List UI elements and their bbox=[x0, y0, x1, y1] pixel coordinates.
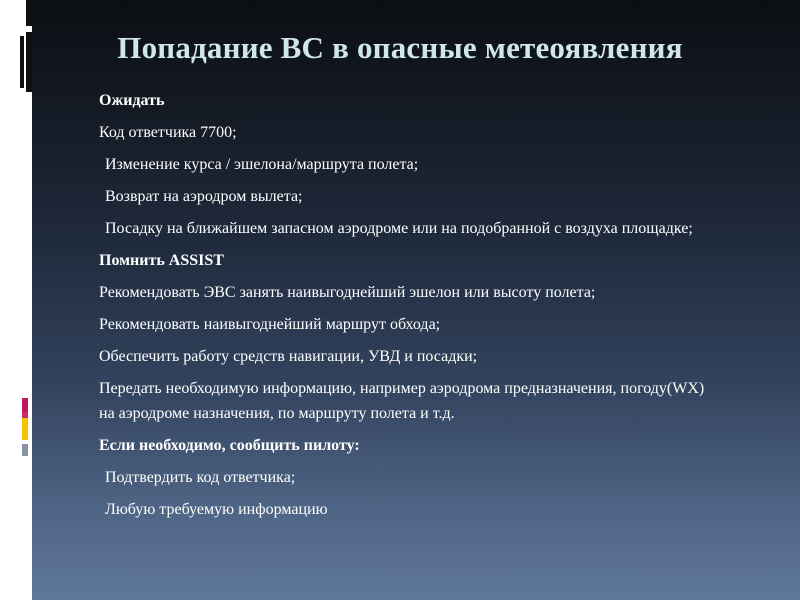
slide-title: Попадание ВС в опасные метеоявления bbox=[117, 30, 683, 65]
slide-content bbox=[99, 88, 739, 529]
list-item: Любую требуемую информацию bbox=[105, 501, 328, 518]
list-item: Обеспечить работу средств навигации, УВД и посадки; bbox=[99, 348, 478, 365]
section-heading-inform-pilot: Если необходимо, сообщить пилоту: bbox=[99, 437, 360, 454]
list-item: Передать необходимую информацию, например аэродрома предназначения, погоду(WX) на аэродроме назначения, по маршруту полета и т.д. bbox=[99, 380, 705, 422]
section-heading-assist: Помнить ASSIST bbox=[99, 252, 224, 269]
list-item: Возврат на аэродром вылета; bbox=[105, 188, 303, 205]
list-item: Изменение курса / эшелона/маршрута полета; bbox=[105, 156, 419, 173]
deco-bar-black-low bbox=[20, 36, 24, 88]
list-item: Код ответчика 7700; bbox=[99, 124, 237, 141]
list-item: Рекомендовать ЭВС занять наивыгоднейший эшелон или высоту полета; bbox=[99, 284, 596, 301]
deco-bar-yellow bbox=[22, 418, 28, 440]
left-decoration bbox=[0, 0, 32, 600]
section-heading-expect: Ожидать bbox=[99, 92, 165, 109]
deco-bar-gray bbox=[22, 444, 28, 456]
list-item: Рекомендовать наивыгоднейший маршрут обхода; bbox=[99, 316, 441, 333]
list-item: Посадку на ближайшем запасном аэродроме или на подобранной с воздуха площадке; bbox=[105, 220, 693, 237]
list-item: Подтвердить код ответчика; bbox=[105, 469, 296, 486]
deco-bar-pink-2 bbox=[22, 404, 28, 418]
